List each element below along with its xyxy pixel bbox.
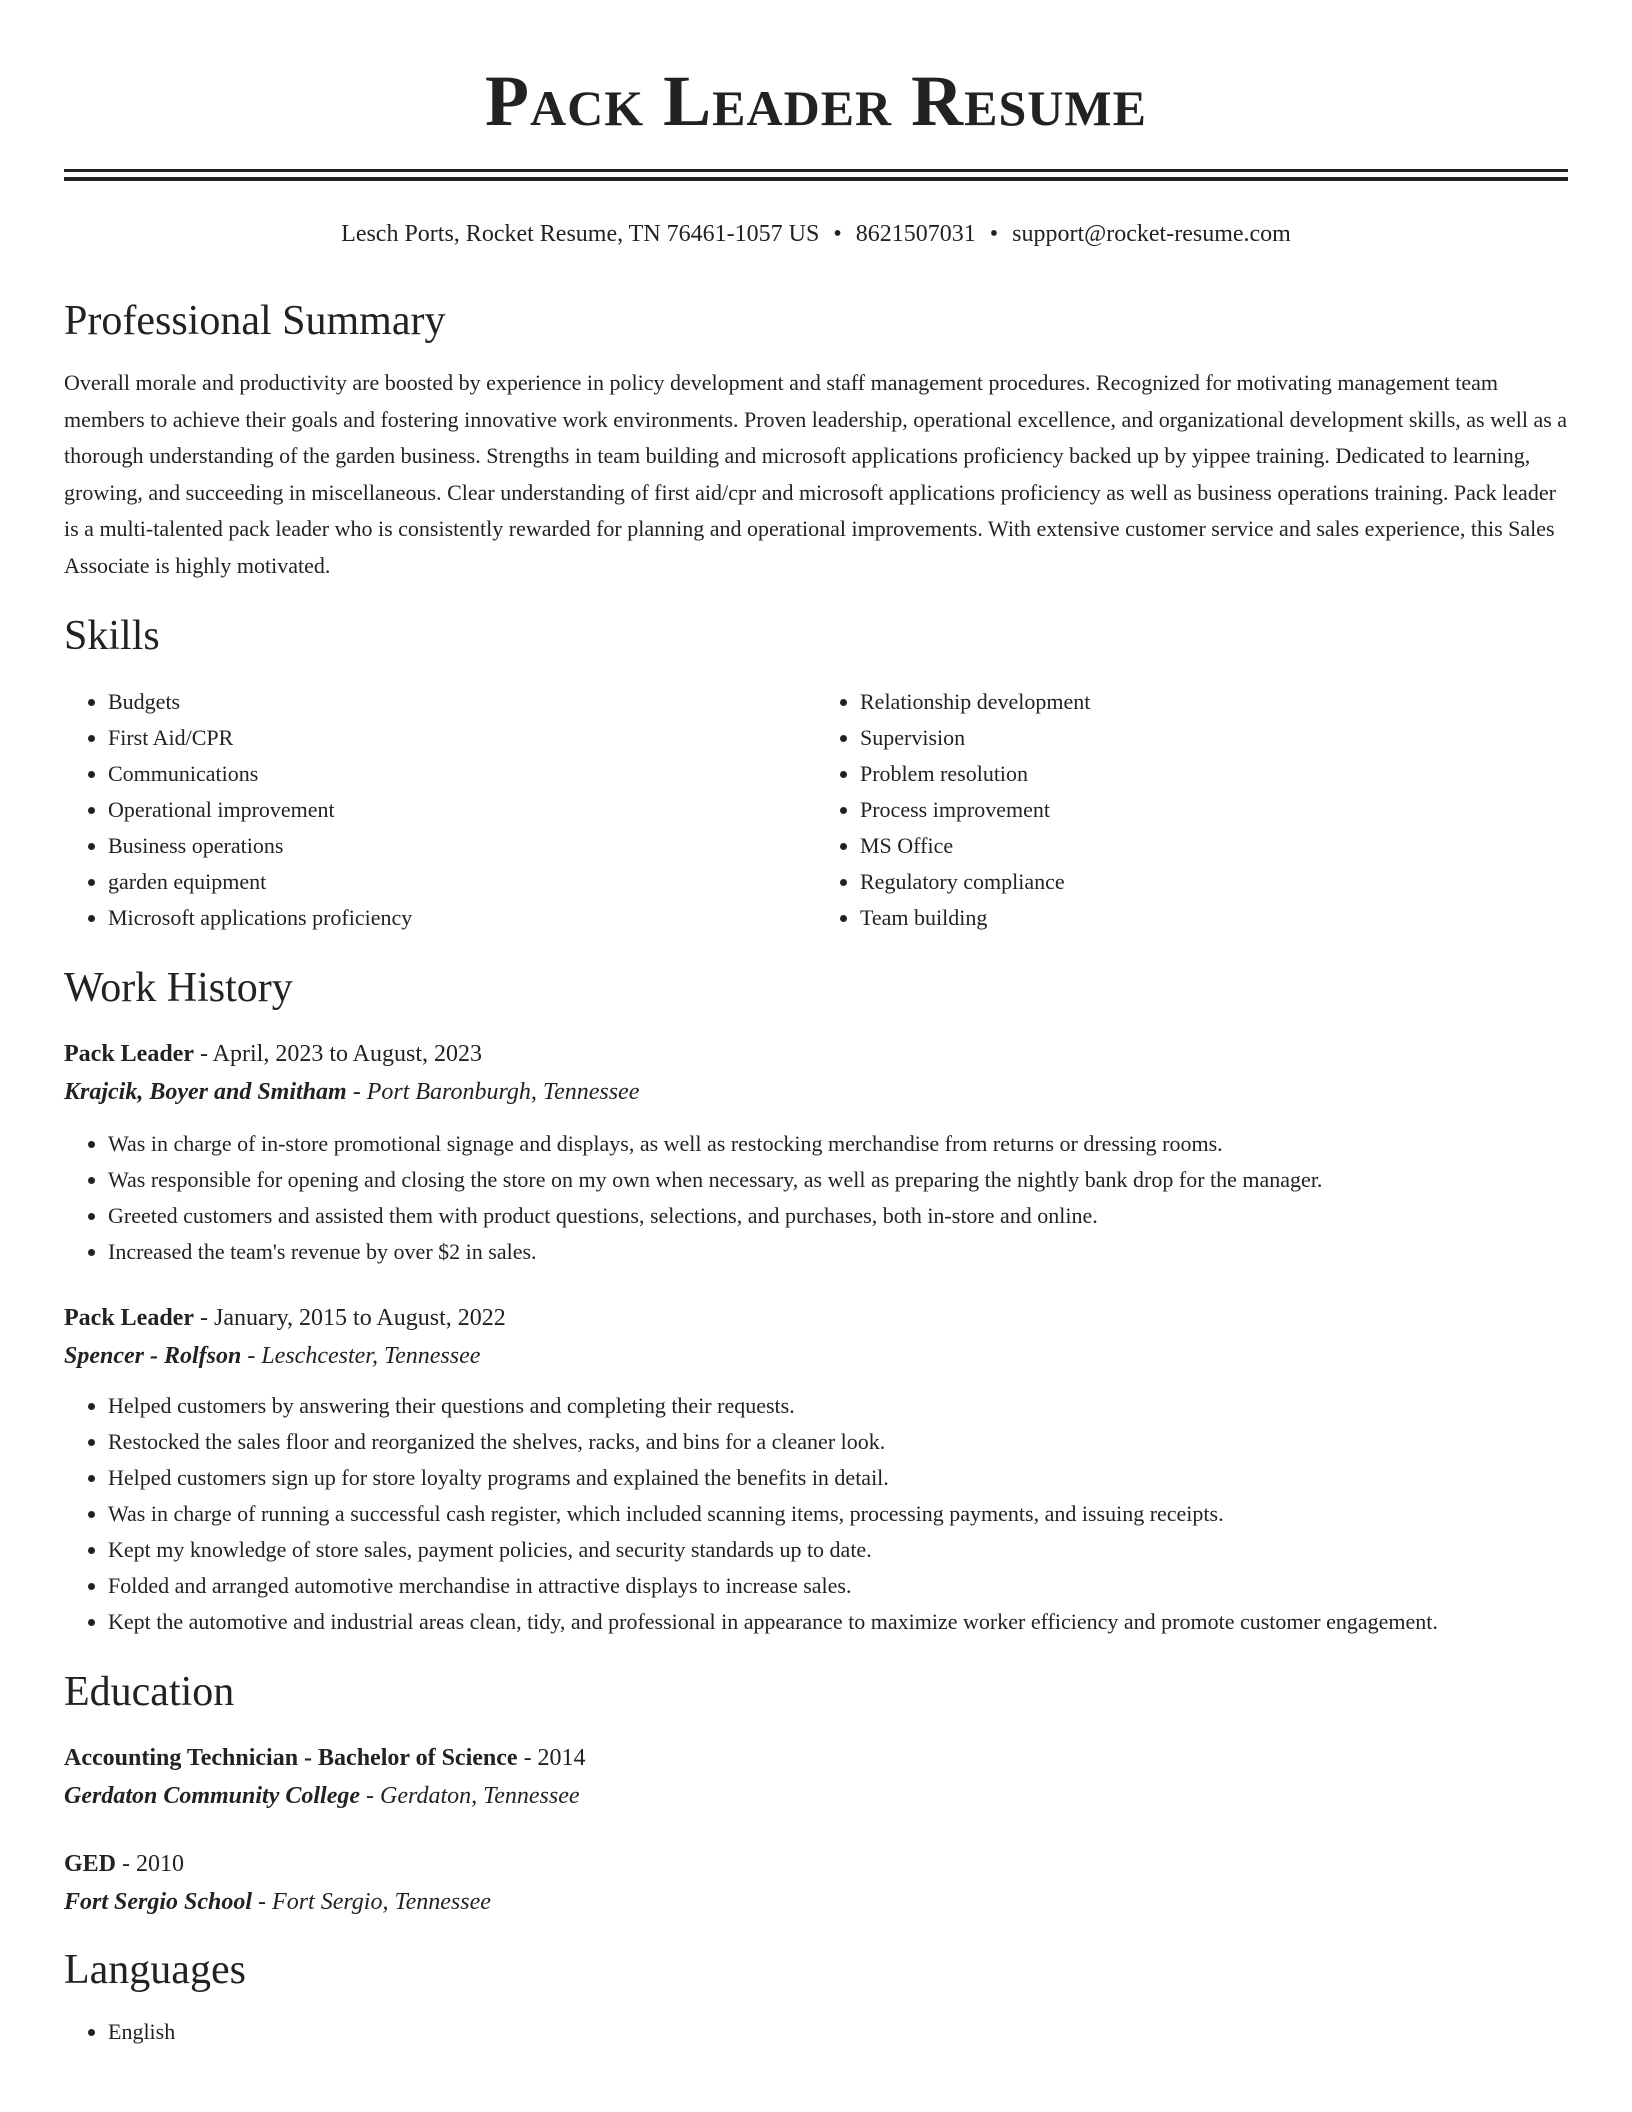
education-school-line xyxy=(64,1776,1568,1816)
education-school-line xyxy=(64,1882,1568,1922)
section-heading-work-history: Work History xyxy=(64,965,293,1011)
education-degree-line xyxy=(64,1740,1568,1776)
job-title: Pack Leader xyxy=(64,1305,194,1331)
skill-item: • Budgets xyxy=(108,684,816,720)
job-bullet: • Greeted customers and assisted them with product questions, selections, and purchases, both in-store and online. xyxy=(108,1198,1568,1234)
job-company-line xyxy=(64,1336,1568,1376)
education-degree: GED xyxy=(64,1851,117,1877)
education-location: - Gerdaton, Tennessee xyxy=(366,1783,580,1809)
contact-phone: 8621507031 xyxy=(855,221,976,247)
skill-item: • Regulatory compliance xyxy=(860,864,1568,900)
job-location: - Port Baronburgh, Tennessee xyxy=(352,1079,640,1105)
education-location: - Fort Sergio, Tennessee xyxy=(258,1889,491,1915)
skill-item: • First Aid/CPR xyxy=(108,720,816,756)
skill-item: • Operational improvement xyxy=(108,792,816,828)
job-bullet: • Restocked the sales floor and reorganized the shelves, racks, and bins for a cleaner look. xyxy=(108,1424,1568,1460)
skill-item: • Business operations xyxy=(108,828,816,864)
skills-list xyxy=(64,684,1568,936)
job-bullet: • Kept my knowledge of store sales, payment policies, and security standards up to date. xyxy=(108,1532,1568,1568)
title-divider-top xyxy=(64,169,1568,172)
job-title-line xyxy=(64,1036,1568,1072)
job-entry xyxy=(64,1300,1568,1640)
job-bullet: • Kept the automotive and industrial areas clean, tidy, and professional in appearance to maximize worker efficiency and promote customer engagement. xyxy=(108,1604,1568,1640)
skill-item: • Relationship development xyxy=(860,684,1568,720)
job-entry xyxy=(64,1036,1568,1270)
job-company: Krajcik, Boyer and Smitham xyxy=(64,1079,347,1105)
skill-item: • Microsoft applications proficiency xyxy=(108,900,816,936)
job-dates: - April, 2023 to August, 2023 xyxy=(199,1041,482,1067)
education-degree-line xyxy=(64,1846,1568,1882)
education-school: Gerdaton Community College xyxy=(64,1783,361,1809)
skills-column-left xyxy=(64,684,816,936)
skill-item: • Supervision xyxy=(860,720,1568,756)
section-heading-skills: Skills xyxy=(64,613,160,659)
job-bullets xyxy=(64,1388,1568,1640)
education-year: - 2014 xyxy=(523,1745,586,1771)
job-bullet: • Folded and arranged automotive merchandise in attractive displays to increase sales. xyxy=(108,1568,1568,1604)
summary-text: Overall morale and productivity are boosted by experience in policy development and staff management procedures. Recognized for motivating management team members to achieve their goals and fostering innovative work environments. Proven leadership, operational excellence, and organizational development skills, as well as a thorough understanding of the garden business. Strengths in team building and microsoft applications proficiency backed up by yippee training. Dedicated to learning, growing, and succeeding in miscellaneous. Clear understanding of first aid/cpr and microsoft applications proficiency as well as business operations training. Pack leader is a multi-talented pack leader who is consistently rewarded for planning and operational improvements. With extensive customer service and sales experience, this Sales Associate is highly motivated. xyxy=(64,370,1568,578)
contact-separator: • xyxy=(833,221,842,247)
job-bullet: • Was responsible for opening and closing the store on my own when necessary, as well as preparing the nightly bank drop for the manager. xyxy=(108,1162,1568,1198)
job-bullet: • Was in charge of in-store promotional signage and displays, as well as restocking merchandise from returns or dressing rooms. xyxy=(108,1126,1568,1162)
education-year: - 2010 xyxy=(122,1851,185,1877)
section-heading-languages: Languages xyxy=(64,1947,246,1993)
job-bullet: • Increased the team's revenue by over $2 in sales. xyxy=(108,1234,1568,1270)
languages-list xyxy=(64,2014,1568,2050)
skills-column-right xyxy=(816,684,1568,936)
contact-separator: • xyxy=(989,221,999,247)
contact-email: support@rocket-resume.com xyxy=(1012,221,1291,247)
section-heading-summary: Professional Summary xyxy=(64,298,446,344)
job-location: - Leschcester, Tennessee xyxy=(247,1343,481,1369)
title-divider-bottom xyxy=(64,177,1568,181)
skill-item: • Communications xyxy=(108,756,816,792)
education-school: Fort Sergio School xyxy=(64,1889,253,1915)
skill-item: • Problem resolution xyxy=(860,756,1568,792)
contact-line xyxy=(64,219,1568,249)
job-bullet: • Helped customers sign up for store loyalty programs and explained the benefits in detail. xyxy=(108,1460,1568,1496)
job-bullets xyxy=(64,1126,1568,1270)
skill-item: • Team building xyxy=(860,900,1568,936)
job-bullet: • Was in charge of running a successful cash register, which included scanning items, processing payments, and issuing receipts. xyxy=(108,1496,1568,1532)
section-heading-education: Education xyxy=(64,1669,235,1715)
education-degree: Accounting Technician - Bachelor of Science xyxy=(64,1745,518,1771)
language-item: • English xyxy=(108,2014,1568,2050)
job-company-line xyxy=(64,1072,1568,1112)
skill-item: • MS Office xyxy=(860,828,1568,864)
skill-item: • Process improvement xyxy=(860,792,1568,828)
resume-title: Pack Leader Resume xyxy=(485,61,1147,141)
education-entry xyxy=(64,1846,1568,1922)
job-title: Pack Leader xyxy=(64,1041,194,1067)
skill-item: • garden equipment xyxy=(108,864,816,900)
job-company: Spencer - Rolfson xyxy=(64,1343,242,1369)
contact-address: Lesch Ports, Rocket Resume, TN 76461-1057 US xyxy=(341,221,820,247)
job-dates: - January, 2015 to August, 2022 xyxy=(199,1305,506,1331)
education-entry xyxy=(64,1740,1568,1816)
job-bullet: • Helped customers by answering their questions and completing their requests. xyxy=(108,1388,1568,1424)
job-title-line xyxy=(64,1300,1568,1336)
